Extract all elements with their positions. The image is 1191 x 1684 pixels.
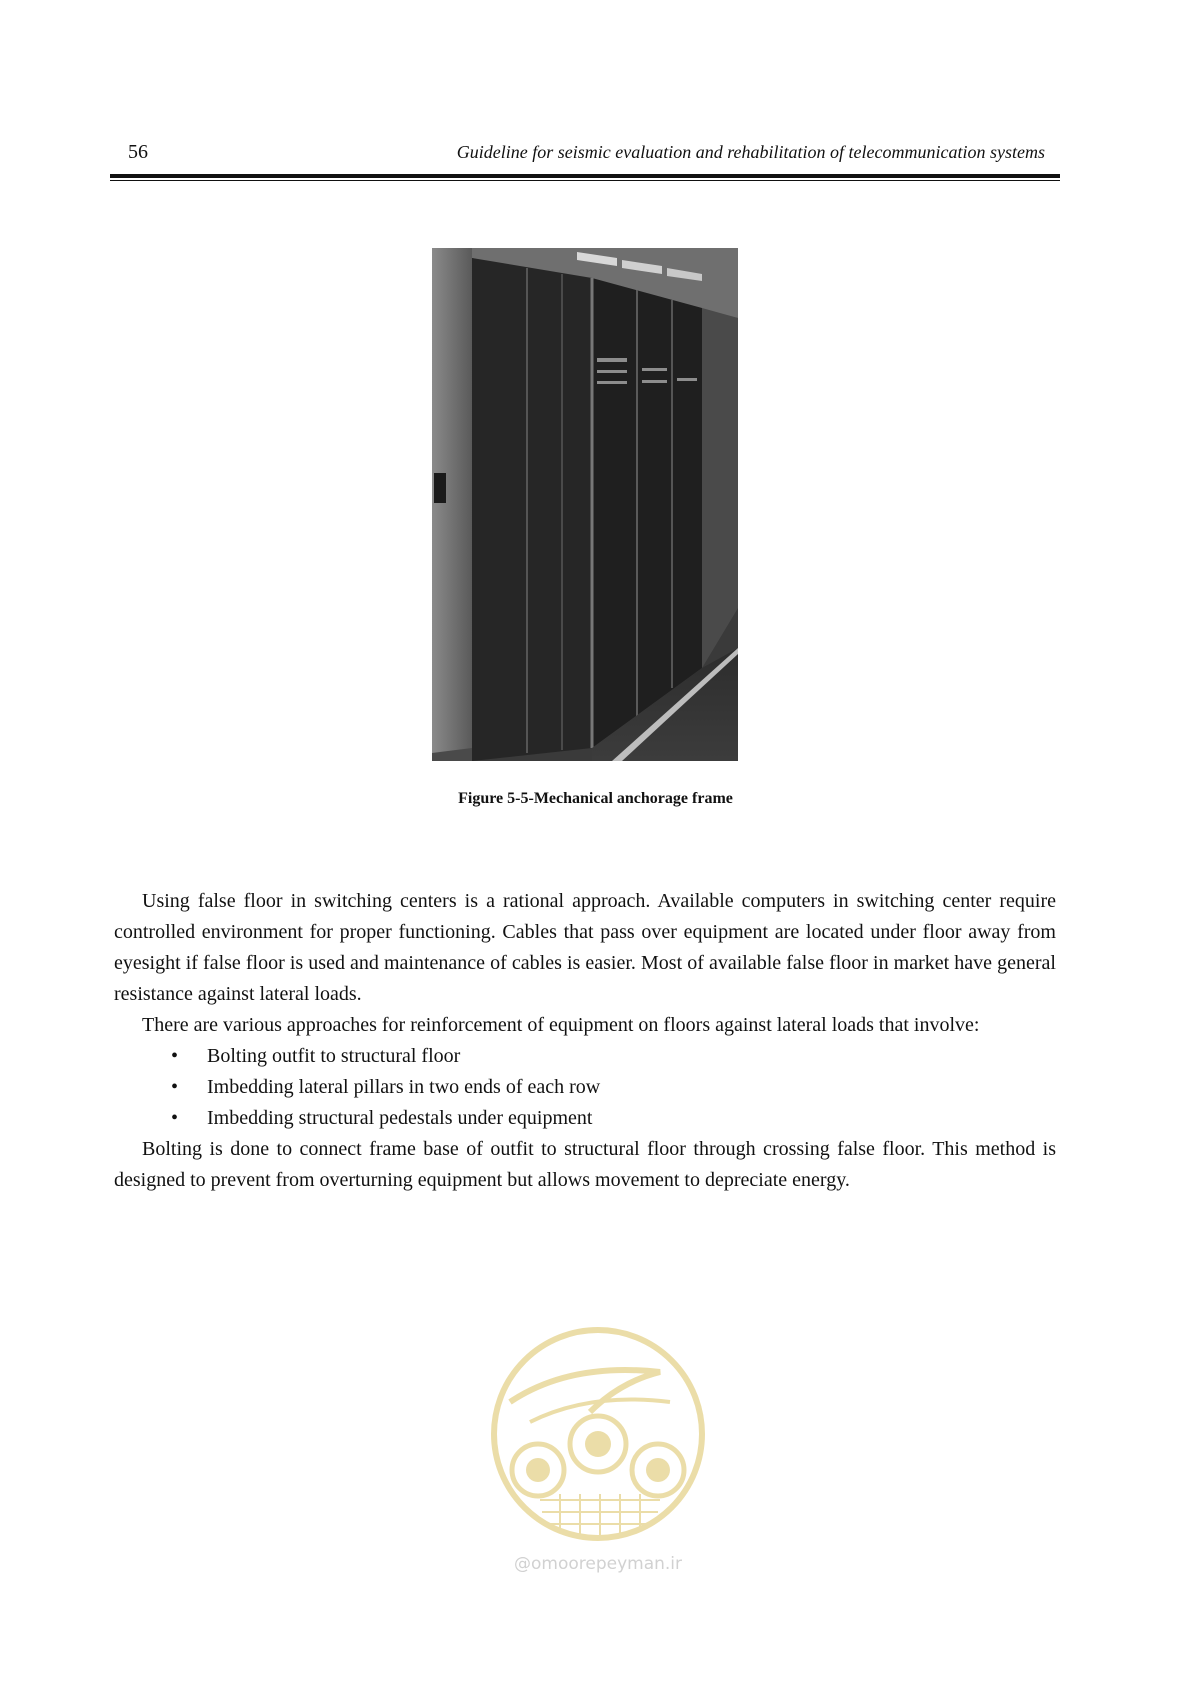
bullet-icon: • [171,1076,179,1098]
running-head: Guideline for seismic evaluation and rehabilitation of telecommunication systems [456,142,1045,162]
list-item-text: Imbedding lateral pillars in two ends of each row [207,1076,601,1098]
bullet-list [114,1041,1056,1134]
page-number: 56 [128,141,148,163]
bullet-icon: • [171,1045,179,1067]
watermark-url: @omoorepeyman.ir [513,1554,683,1574]
bullet-icon: • [171,1107,179,1129]
body-text [114,886,1056,1196]
figure-caption: Figure 5-5-Mechanical anchorage frame [458,790,733,807]
header-rule-thin [110,180,1060,181]
paragraph: Using false floor in switching centers is a rational approach. Available computers in switching center require controlled environment for proper functioning. Cables that pass over equipment are located under floor away from eyesight if false floor is used and maintenance of cables is easier. Most of available false floor in market have general resistance against lateral loads. [114,890,1056,1005]
watermark [470,1322,726,1592]
list-item [114,1103,1056,1134]
watermark-logo-icon [470,1322,726,1552]
list-item [114,1072,1056,1103]
list-item-text: Bolting outfit to structural floor [207,1045,461,1067]
list-item-text: Imbedding structural pedestals under equipment [207,1107,593,1129]
list-item [114,1041,1056,1072]
figure-photo [432,248,738,761]
paragraph: Bolting is done to connect frame base of outfit to structural floor through crossing false floor. This method is designed to prevent from overturning equipment but allows movement to depreciate energy. [114,1138,1056,1191]
header-rule-thick [110,174,1060,178]
paragraph: There are various approaches for reinforcement of equipment on floors against lateral loads that involve: [142,1014,980,1036]
